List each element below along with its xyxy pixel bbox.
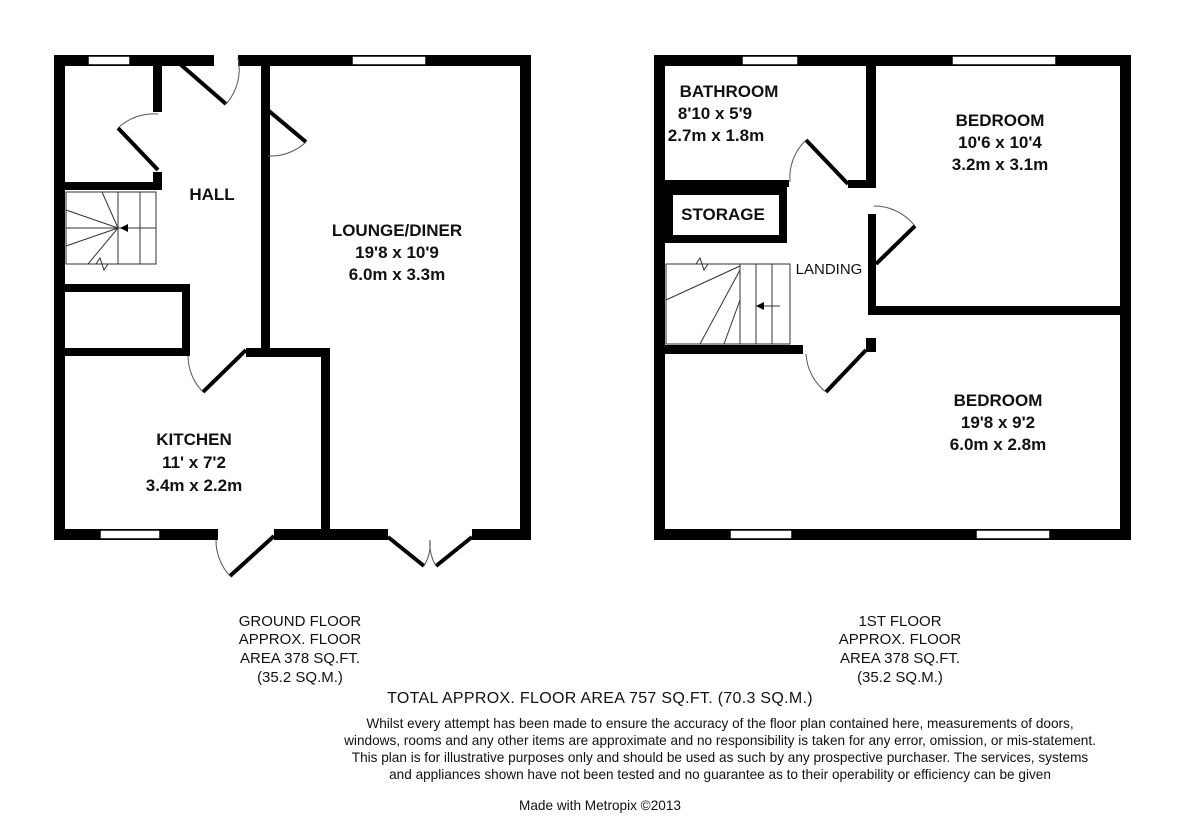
ground-floor-area-caption <box>239 613 362 686</box>
wall <box>182 284 190 356</box>
wall <box>54 55 65 540</box>
door <box>118 128 158 170</box>
door <box>436 537 472 566</box>
total-floor-area: TOTAL APPROX. FLOOR AREA 757 SQ.FT. (70.3 SQ.M.) <box>387 690 813 707</box>
wall <box>472 529 531 540</box>
wall <box>65 284 190 292</box>
room-name-bathroom: BATHROOM <box>679 82 779 101</box>
room-name-storage: STORAGE <box>681 205 765 224</box>
room-dimensions-metric: 3.4m x 2.2m <box>145 476 243 495</box>
room-name-hall: HALL <box>189 185 235 204</box>
wall <box>866 338 876 352</box>
ground-floor-plan <box>54 55 531 576</box>
first-floor-staircase <box>666 258 790 344</box>
wall <box>665 180 789 187</box>
wall <box>274 529 388 540</box>
disclaimer-text: Whilst every attempt has been made to ensure the accuracy of the floor plan contained here, measurements of doors, windows, rooms and any other items are approximate and no responsibility is taken for any error, omission, or mis-statement. This plan is for illustrative purposes only and should be used as such by any prospective purchaser. The services, systems and appliances shown have not been tested and no guarantee as to their operability or efficiency can be given <box>344 716 1096 782</box>
door <box>230 536 274 576</box>
wall <box>1120 55 1131 540</box>
floor-area-line: AREA 378 SQ.FT. <box>839 650 961 667</box>
wall <box>848 180 876 188</box>
window <box>352 56 426 65</box>
wall <box>654 529 1131 540</box>
window <box>976 530 1050 539</box>
wall <box>520 55 531 540</box>
floor-area-line: APPROX. FLOOR <box>838 631 962 648</box>
credit-text: Made with Metropix ©2013 <box>519 798 681 813</box>
wall <box>321 348 330 529</box>
floor-area-line: 1ST FLOOR <box>858 613 942 630</box>
wall <box>65 348 190 356</box>
window <box>730 530 792 539</box>
window <box>88 56 130 65</box>
room-name-bedroom: BEDROOM <box>955 111 1045 130</box>
door <box>876 226 915 264</box>
floor-area-line: (35.2 SQ.M.) <box>257 669 343 686</box>
wall <box>54 55 214 66</box>
first-floor-area-caption <box>839 613 962 686</box>
room-name-lounge-diner: LOUNGE/DINER <box>331 221 463 240</box>
window <box>742 56 798 65</box>
floor-area-line: AREA 378 SQ.FT. <box>239 650 361 667</box>
room-dimensions-imperial: 8'10 x 5'9 <box>677 104 753 123</box>
door <box>180 64 226 104</box>
first-floor-plan <box>654 55 1131 540</box>
ground-floor-staircase <box>66 192 156 270</box>
wall <box>246 348 330 357</box>
door <box>806 140 848 184</box>
room-name-kitchen: KITCHEN <box>156 430 232 449</box>
room-dimensions-metric: 6.0m x 3.3m <box>348 265 446 284</box>
window <box>952 56 1056 65</box>
room-name-bedroom: BEDROOM <box>953 391 1043 410</box>
floor-area-line: GROUND FLOOR <box>238 613 362 630</box>
wall <box>866 66 876 188</box>
wall <box>654 55 665 540</box>
wall <box>868 306 1131 315</box>
door <box>203 350 246 392</box>
room-dimensions-imperial: 11' x 7'2 <box>162 453 226 472</box>
ground-floor-doors <box>118 58 472 576</box>
window <box>100 530 160 539</box>
room-dimensions-metric: 3.2m x 3.1m <box>951 155 1049 174</box>
floor-area-line: (35.2 SQ.M.) <box>857 669 943 686</box>
door <box>388 537 424 566</box>
wall <box>868 214 876 314</box>
room-dimensions-metric: 6.0m x 2.8m <box>949 435 1047 454</box>
wall <box>65 182 162 190</box>
wall <box>665 345 803 354</box>
room-dimensions-imperial: 19'8 x 10'9 <box>355 243 439 262</box>
wall <box>654 55 1131 66</box>
door <box>826 350 866 392</box>
room-name-landing: LANDING <box>795 261 863 278</box>
room-dimensions-imperial: 10'6 x 10'4 <box>958 133 1042 152</box>
wall <box>153 66 162 112</box>
room-dimensions-metric: 2.7m x 1.8m <box>667 126 765 145</box>
room-dimensions-imperial: 19'8 x 9'2 <box>960 413 1036 432</box>
floor-area-line: APPROX. FLOOR <box>238 631 362 648</box>
